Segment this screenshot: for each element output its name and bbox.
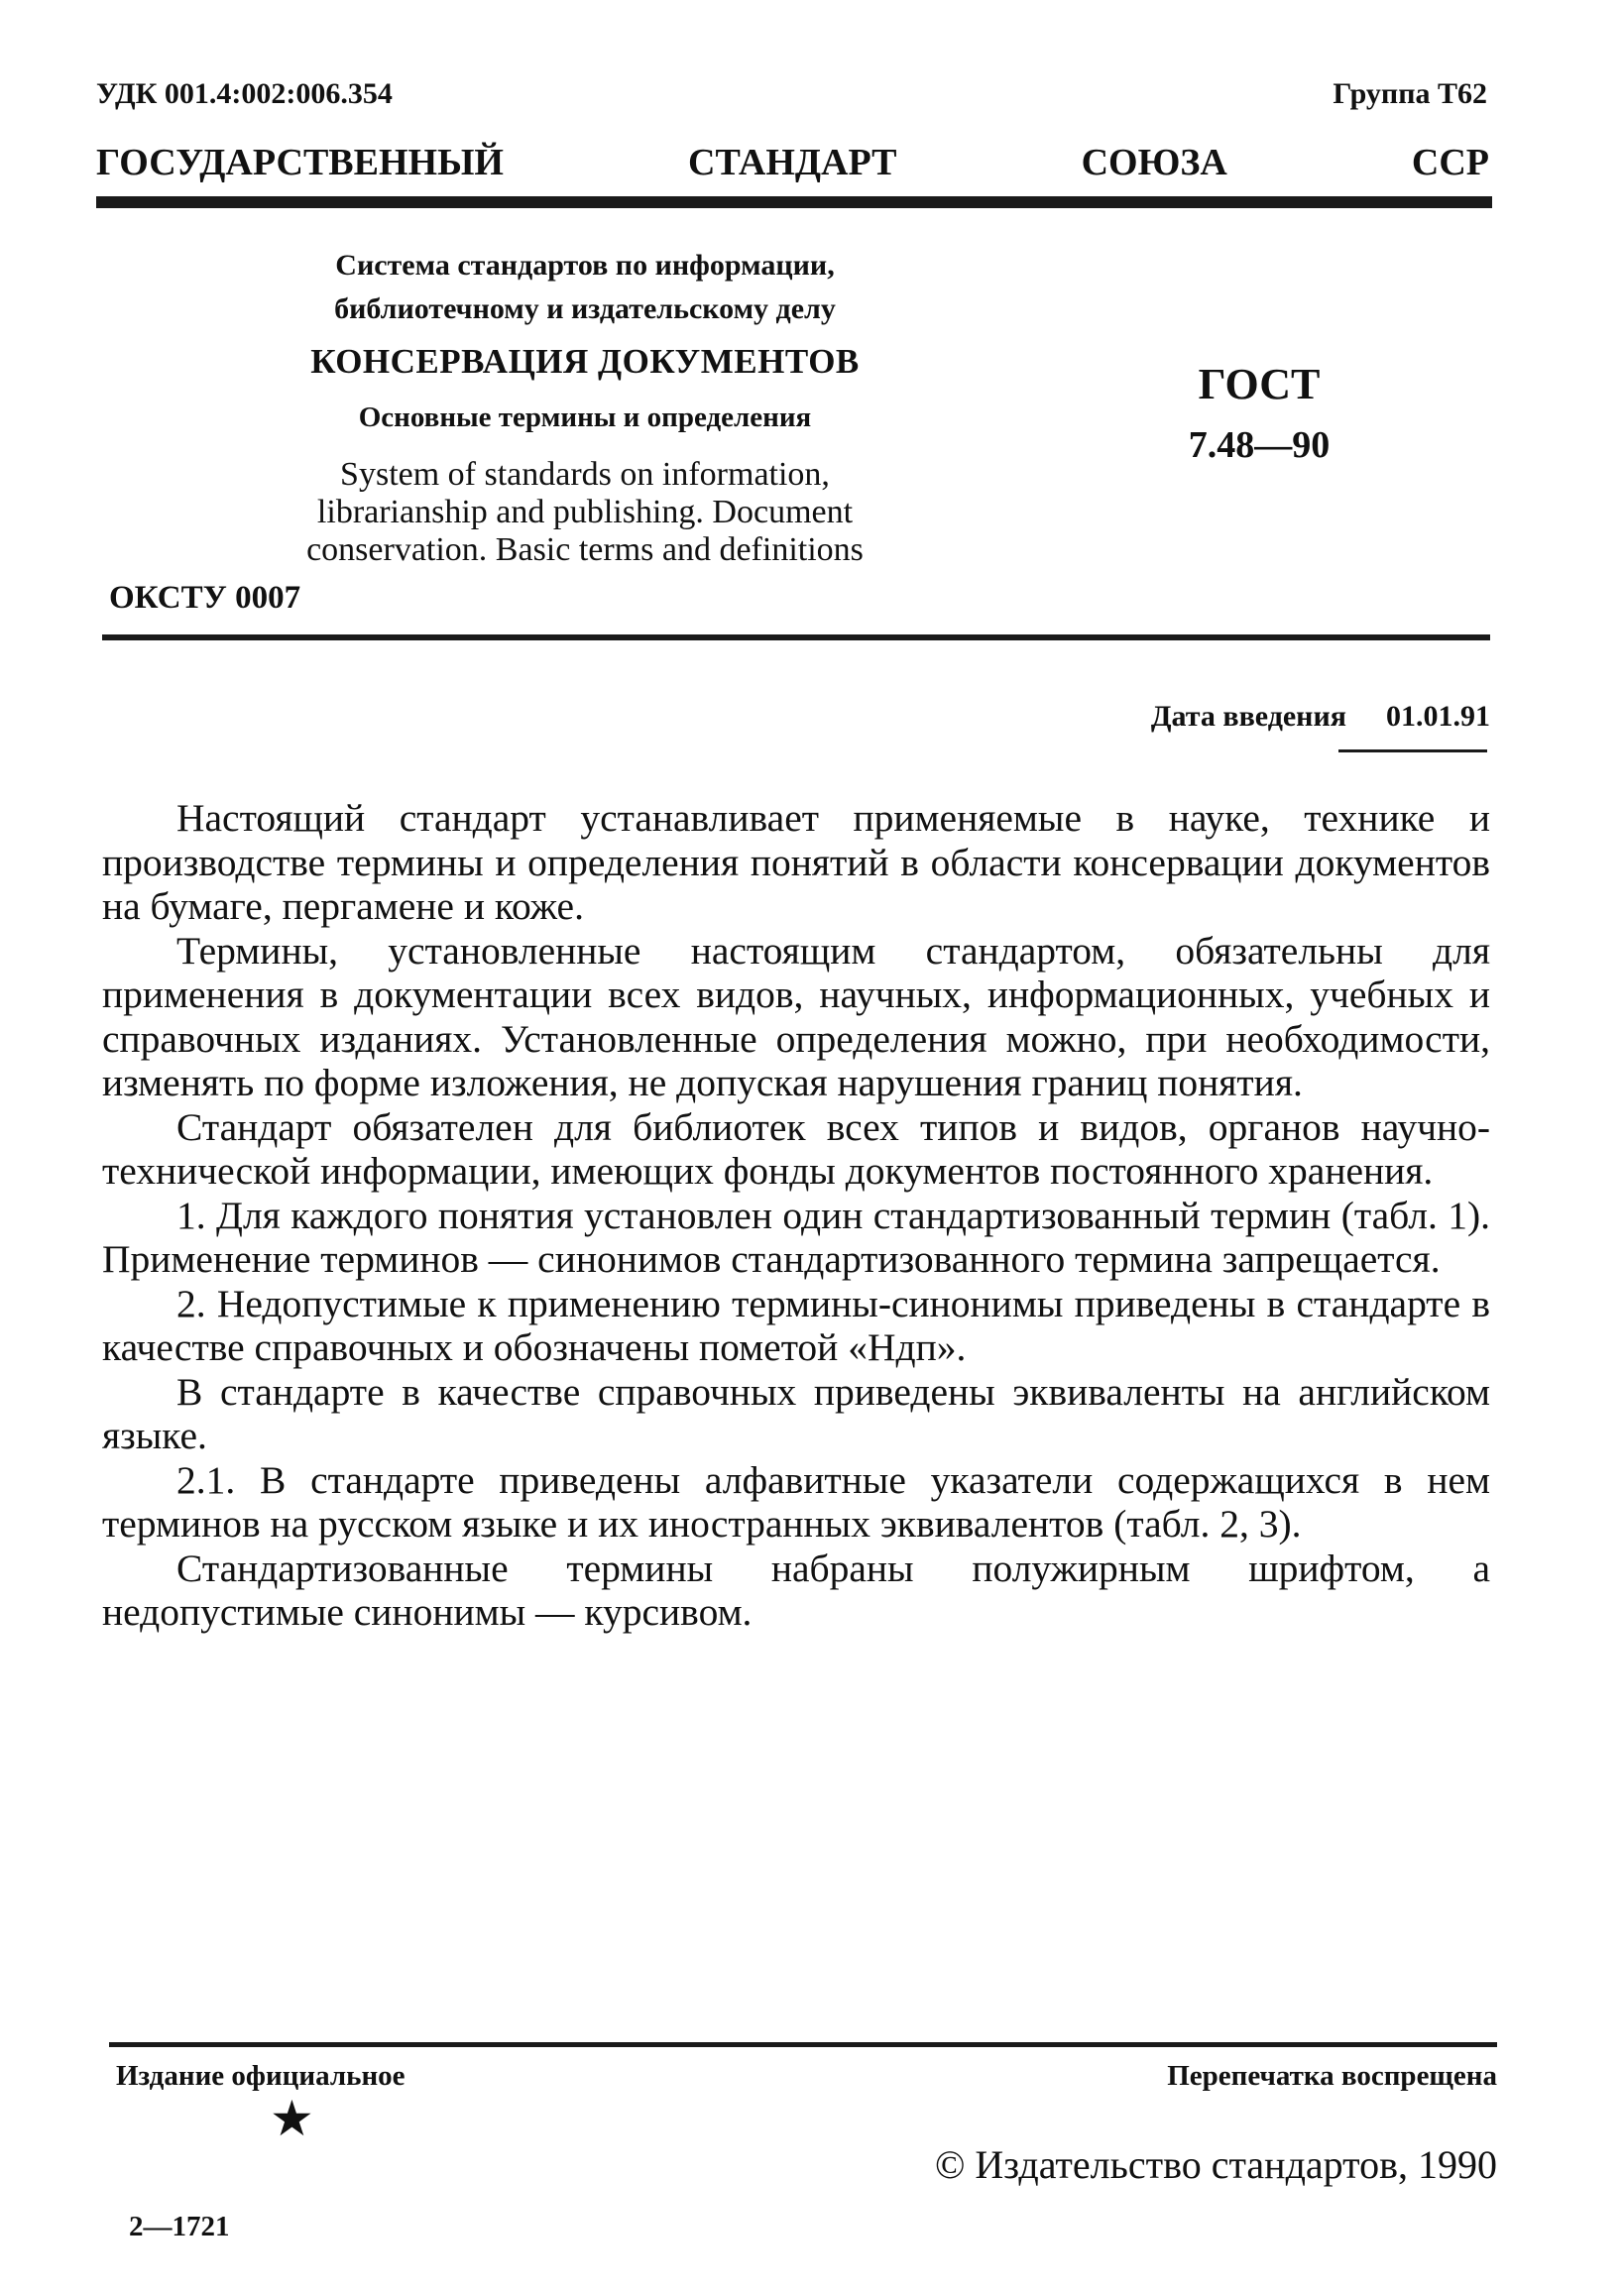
- paragraph: Стандарт обязателен для библиотек всех типов и видов, органов научно-технической информации, имеющих фонды документов постоянного хранения.: [102, 1104, 1490, 1193]
- gost-designation: [1160, 359, 1358, 467]
- middle-rule: [102, 634, 1490, 640]
- document-title: КОНСЕРВАЦИЯ ДОКУМЕНТОВ: [310, 342, 860, 381]
- copyright: © Издательство стандартов, 1990: [934, 2142, 1497, 2187]
- print-code: 2—1721: [129, 2211, 230, 2242]
- series-title: [193, 244, 977, 331]
- udk-code: УДК 001.4:002:006.354: [96, 77, 393, 110]
- okstu-code: ОКСТУ 0007: [109, 580, 301, 616]
- intro-date-value: 01.01.91: [1386, 700, 1490, 733]
- gost-number: 7.48—90: [1188, 424, 1331, 466]
- top-rule: [96, 196, 1492, 208]
- intro-date: [1151, 700, 1490, 734]
- state-standard-heading: ГОСУДАРСТВЕННЫЙ СТАНДАРТ СОЮЗА ССР: [96, 142, 1489, 183]
- intro-date-label: Дата введения: [1150, 700, 1346, 733]
- paragraph: 2.1. В стандарте приведены алфавитные указатели содержащихся в нем терминов на русском языке и их иностранных эквивалентов (табл. 2, 3).: [102, 1457, 1490, 1546]
- paragraph: В стандарте в качестве справочных приведены эквиваленты на английском языке.: [102, 1369, 1490, 1457]
- document-subtitle: Основные термины и определения: [358, 401, 812, 433]
- paragraph: Термины, установленные настоящим стандартом, обязательны для применения в документации всех видов, научных, информационных, учебных и справочных изданиях. Установленные определения можно, при необходимости, изменять по форме изложения, не допуская нарушения границ понятия.: [102, 928, 1490, 1104]
- group-code: Группа Т62: [1333, 77, 1487, 110]
- series-line-1: Система стандартов по информации,: [335, 249, 835, 282]
- paragraph: 1. Для каждого понятия установлен один стандартизованный термин (табл. 1). Применение терминов — синонимов стандартизованного термина запрещается.: [102, 1193, 1490, 1281]
- reprint-prohibited: Перепечатка воспрещена: [1167, 2060, 1497, 2092]
- body-text: [102, 796, 1490, 1635]
- official-edition: Издание официальное: [116, 2060, 406, 2092]
- paragraph: Стандартизованные термины набраны полужирным шрифтом, а недопустимые синонимы — курсивом.: [102, 1546, 1490, 1634]
- bottom-rule: [109, 2042, 1497, 2047]
- star-icon: ★: [270, 2091, 314, 2146]
- english-line-3: conservation. Basic terms and definitions: [306, 531, 864, 568]
- date-underline: [1338, 749, 1487, 752]
- english-title: [193, 456, 977, 569]
- paragraph: 2. Недопустимые к применению термины-синонимы приведены в стандарте в качестве справочных и обозначены пометой «Ндп».: [102, 1281, 1490, 1369]
- series-line-2: библиотечному и издательскому делу: [334, 292, 836, 325]
- gost-label: ГОСТ: [1198, 360, 1321, 408]
- english-line-1: System of standards on information,: [340, 456, 830, 493]
- paragraph: Настоящий стандарт устанавливает применяемые в науке, технике и производстве термины и определения понятий в области консервации документов на бумаге, пергамене и коже.: [102, 796, 1490, 928]
- english-line-2: librarianship and publishing. Document: [316, 494, 854, 530]
